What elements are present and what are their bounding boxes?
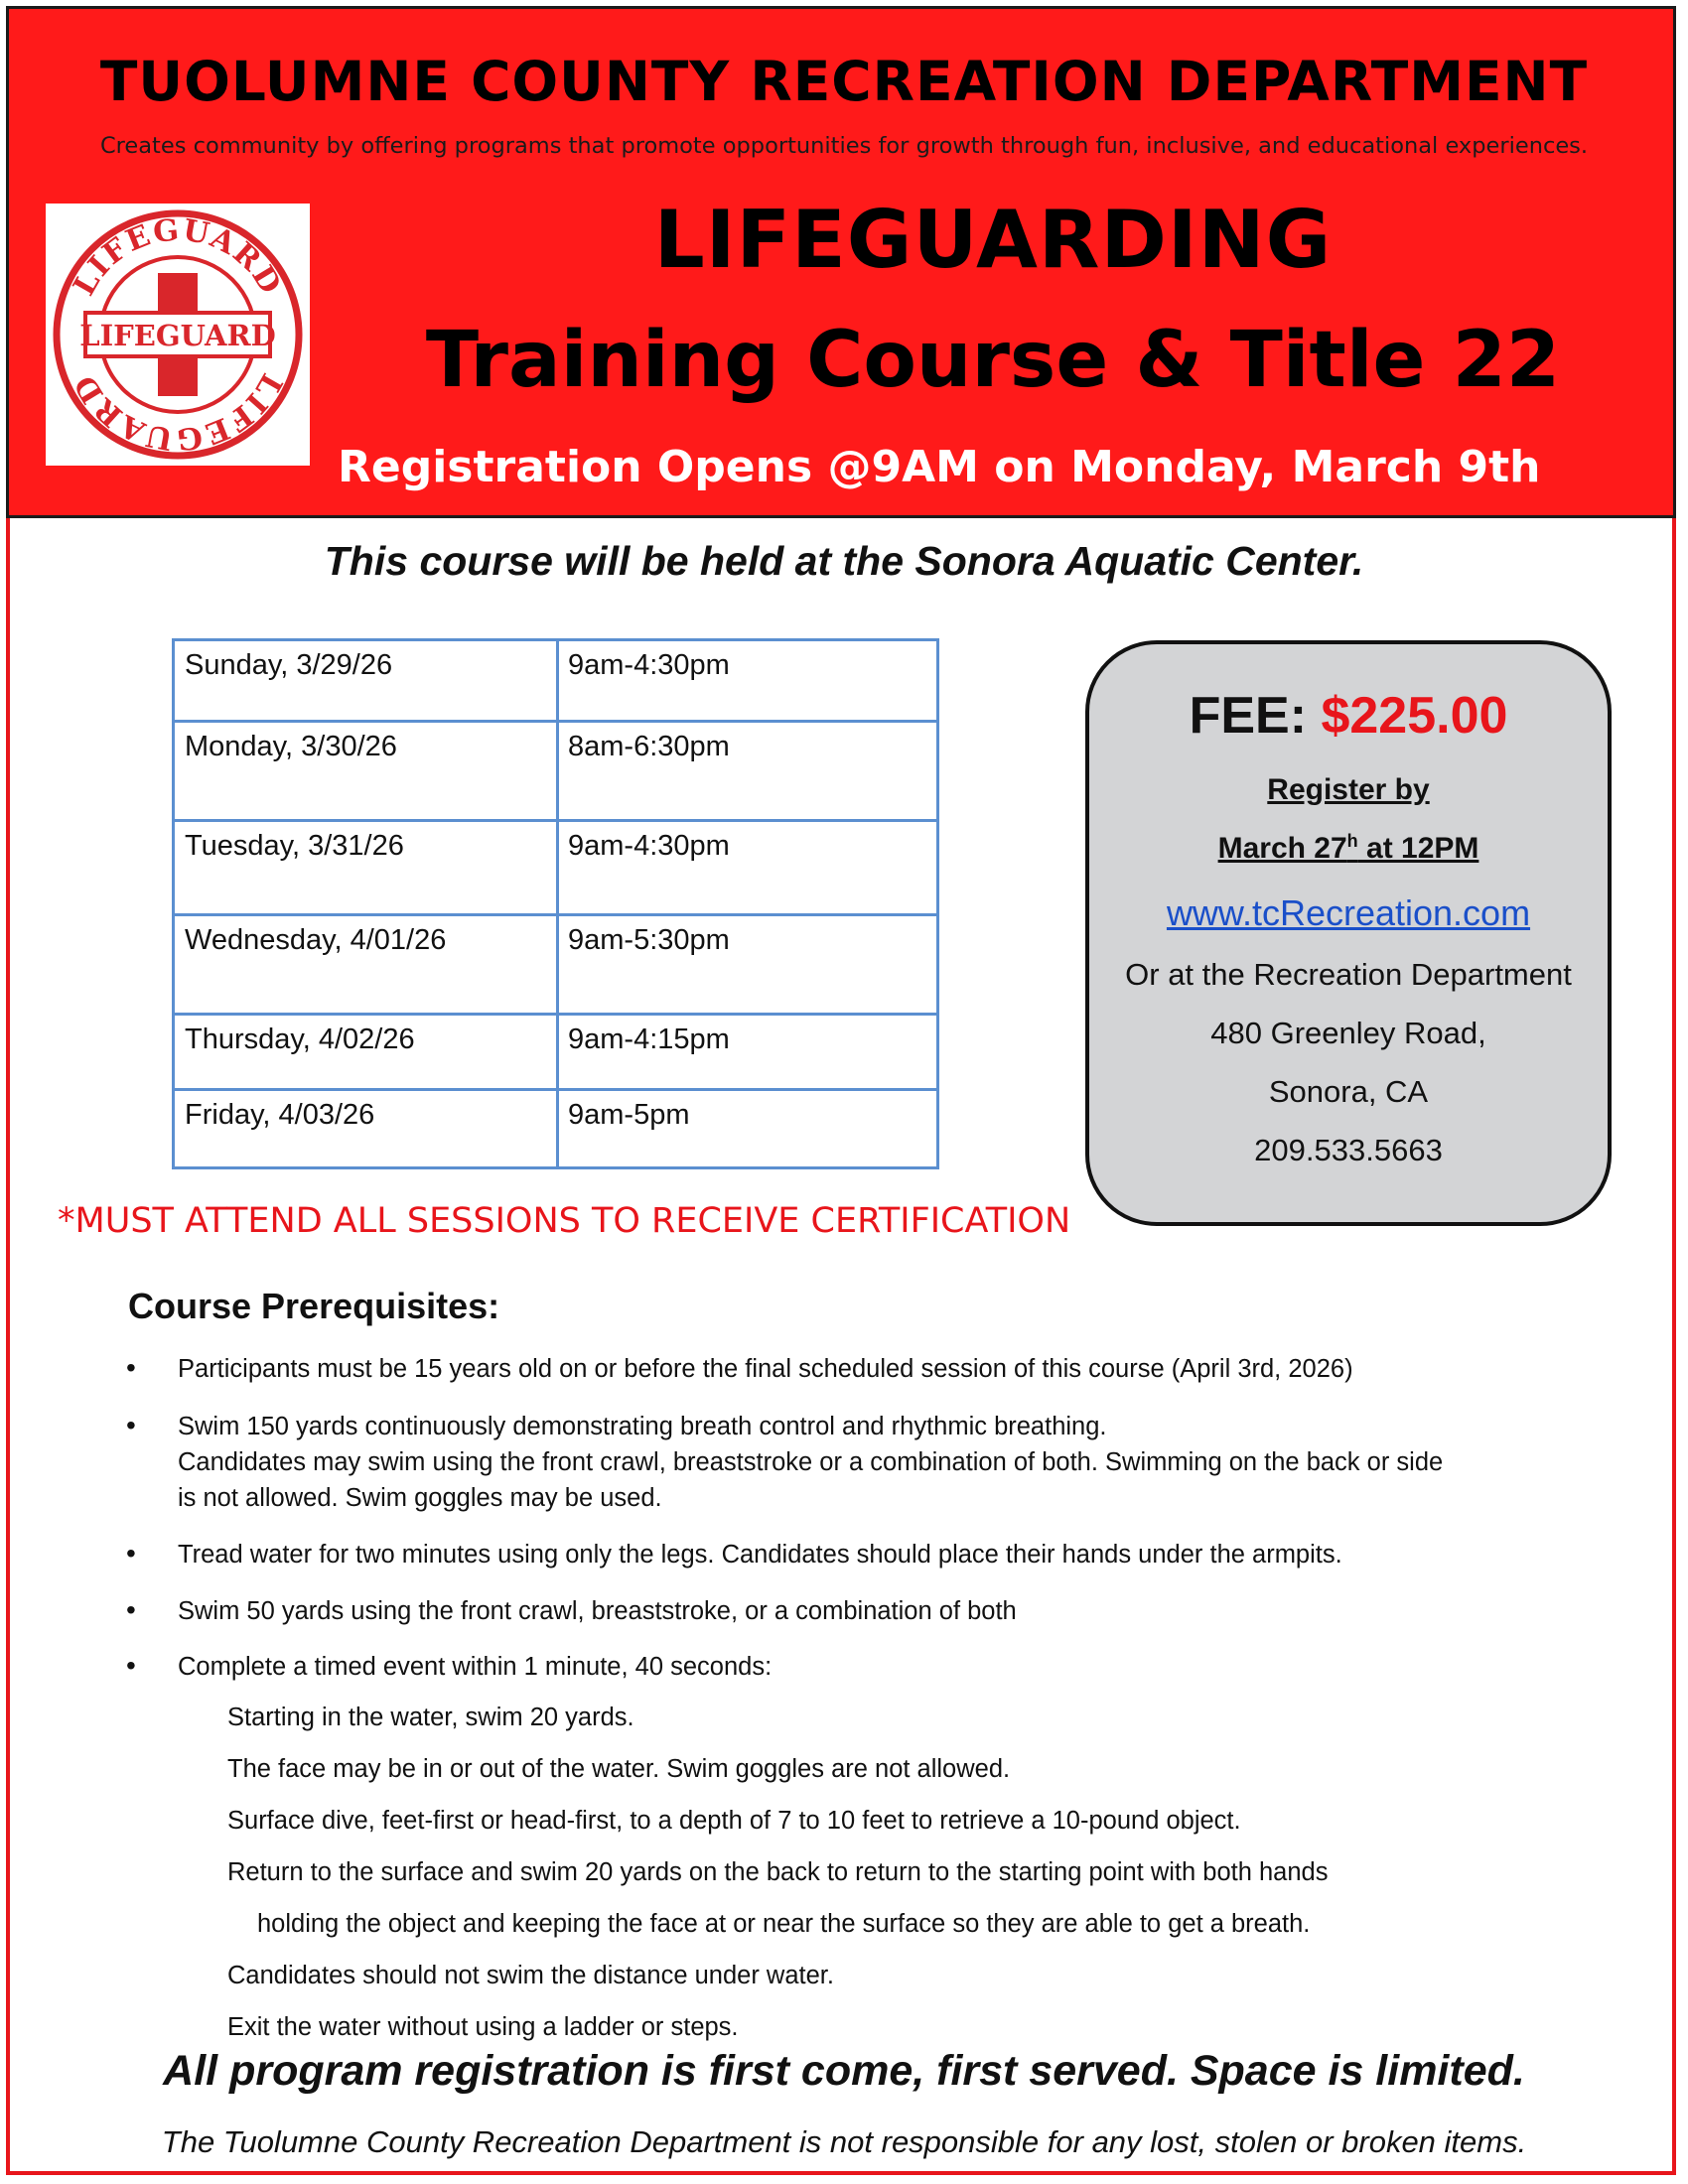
schedule-time: 9am-5:30pm: [568, 924, 730, 956]
fee-label: FEE:: [1189, 687, 1322, 745]
deadline-superscript: h: [1346, 831, 1358, 851]
fee-line: [1089, 686, 1608, 746]
timed-event-step: Exit the water without using a ladder or steps.: [227, 2013, 739, 2041]
phone-number: 209.533.5663: [1254, 1133, 1443, 1167]
registration-policy: All program registration is first come, first served. Space is limited.: [163, 2047, 1525, 2095]
bullet-icon: •: [126, 1594, 136, 1625]
lifeguard-stamp-logo: [46, 204, 310, 466]
schedule-time: 9am-4:30pm: [568, 649, 730, 681]
schedule-table: [172, 638, 939, 1169]
course-location: This course will be held at the Sonora Aquatic Center.: [324, 538, 1364, 584]
schedule-row: [175, 1091, 936, 1166]
alt-location: Or at the Recreation Department: [1125, 957, 1572, 992]
schedule-time: 8am-6:30pm: [568, 731, 730, 762]
prerequisite-item: Swim 50 yards using the front crawl, breaststroke, or a combination of both: [178, 1597, 1017, 1625]
deadline-time: at 12PM: [1357, 832, 1479, 865]
prerequisite-item: Swim 150 yards continuously demonstrating breath control and rhythmic breathing.: [178, 1413, 1107, 1440]
timed-event-step: Candidates should not swim the distance under water.: [227, 1962, 834, 1989]
prerequisite-item: Complete a timed event within 1 minute, 40 seconds:: [178, 1653, 773, 1681]
prerequisite-item: Tread water for two minutes using only the legs. Candidates should place their hands under the armpits.: [178, 1541, 1342, 1569]
fee-panel: [1085, 640, 1612, 1226]
website-link[interactable]: www.tcRecreation.com: [1166, 892, 1531, 933]
schedule-row: [175, 1016, 936, 1091]
schedule-row: [175, 641, 936, 723]
liability-disclaimer: The Tuolumne County Recreation Department is not responsible for any lost, stolen or broken items.: [161, 2124, 1527, 2159]
svg-text:LIFEGUARD: LIFEGUARD: [79, 319, 276, 352]
schedule-day: Tuesday, 3/31/26: [185, 830, 404, 862]
svg-text:LIFEGUARD: LIFEGUARD: [67, 367, 289, 457]
bullet-icon: •: [126, 1410, 136, 1440]
schedule-time: 9am-4:30pm: [568, 830, 730, 862]
address-line-1: 480 Greenley Road,: [1210, 1016, 1486, 1050]
schedule-time: 9am-5pm: [568, 1099, 690, 1131]
course-subtitle: Training Course & Title 22: [425, 316, 1561, 405]
deadline-date: March 27: [1217, 832, 1347, 865]
timed-event-step-continued: holding the object and keeping the face at or near the surface so they are able to get a breath.: [257, 1910, 1311, 1938]
prerequisite-item: Participants must be 15 years old on or before the final scheduled session of this course (April 3rd, 2026): [178, 1355, 1353, 1383]
schedule-row: [175, 723, 936, 822]
tagline: Creates community by offering programs that promote opportunities for growth through fun, inclusive, and educational experiences.: [99, 133, 1589, 159]
timed-event-step: Return to the surface and swim 20 yards on the back to return to the starting point with both hands: [227, 1858, 1329, 1886]
fee-amount: $225.00: [1321, 687, 1508, 745]
schedule-row: [175, 822, 936, 916]
prerequisites-heading: Course Prerequisites:: [128, 1286, 500, 1326]
timed-event-step: Surface dive, feet-first or head-first, to a depth of 7 to 10 feet to retrieve a 10-pound object.: [227, 1807, 1241, 1835]
schedule-time: 9am-4:15pm: [568, 1024, 730, 1055]
schedule-day: Monday, 3/30/26: [185, 731, 397, 762]
attendance-requirement: *MUST ATTEND ALL SESSIONS TO RECEIVE CERTIFICATION: [58, 1201, 1071, 1241]
schedule-day: Wednesday, 4/01/26: [185, 924, 447, 956]
prerequisite-item-continued: Candidates may swim using the front crawl, breaststroke or a combination of both. Swimming on the back or side: [178, 1448, 1444, 1476]
schedule-day: Friday, 4/03/26: [185, 1099, 375, 1131]
course-title: LIFEGUARDING: [653, 194, 1333, 286]
registration-deadline: [1089, 831, 1608, 866]
svg-text:LIFEGUARD: LIFEGUARD: [67, 212, 289, 302]
schedule-day: Thursday, 4/02/26: [185, 1024, 415, 1055]
timed-event-step: Starting in the water, swim 20 yards.: [227, 1704, 634, 1731]
prerequisite-item-continued: is not allowed. Swim goggles may be used.: [178, 1484, 662, 1512]
schedule-day: Sunday, 3/29/26: [185, 649, 393, 681]
lifeguard-stamp-icon: [46, 204, 310, 466]
bullet-icon: •: [126, 1538, 136, 1569]
department-title: TUOLUMNE COUNTY RECREATION DEPARTMENT: [99, 50, 1589, 113]
schedule-row: [175, 916, 936, 1016]
register-by-label: Register by: [1267, 773, 1430, 806]
registration-opens: Registration Opens @9AM on Monday, March 9th: [338, 442, 1541, 492]
bullet-icon: •: [126, 1650, 136, 1681]
timed-event-step: The face may be in or out of the water. Swim goggles are not allowed.: [227, 1755, 1011, 1783]
address-line-2: Sonora, CA: [1268, 1074, 1429, 1109]
bullet-icon: •: [126, 1352, 136, 1383]
